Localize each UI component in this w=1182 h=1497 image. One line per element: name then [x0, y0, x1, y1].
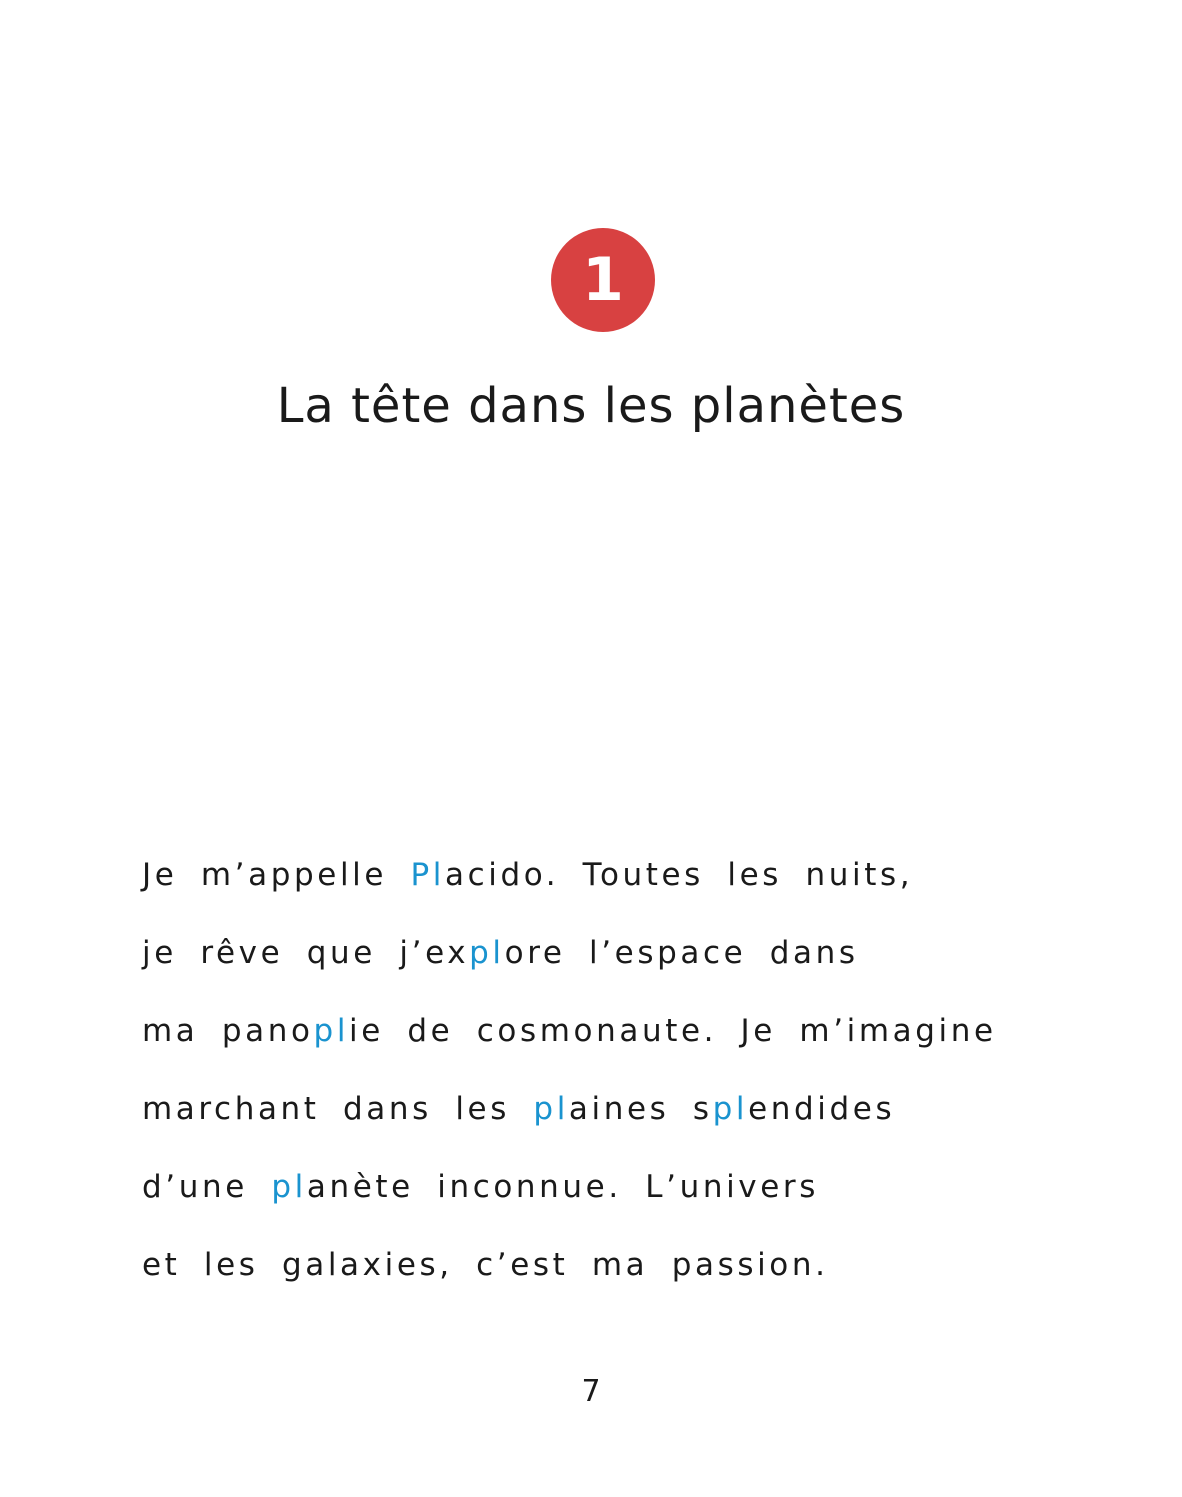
chapter-title: La tête dans les planètes	[276, 378, 906, 434]
story-text-segment: je rêve que j’ex	[142, 935, 470, 971]
highlighted-syllable: pl	[533, 1091, 569, 1127]
story-text-segment: ore l’espace dans	[504, 935, 859, 971]
story-text-segment: endides	[748, 1091, 896, 1127]
story-line	[142, 845, 1142, 923]
story-text-segment: acido. Toutes les nuits,	[445, 857, 914, 893]
story-text-segment: anète inconnue. L’univers	[306, 1169, 819, 1205]
story-text-segment: ie de cosmonaute. Je m’imagine	[349, 1013, 997, 1049]
story-text-segment: d’une	[142, 1169, 272, 1205]
story-text-segment: ma pano	[142, 1013, 314, 1049]
story-text-segment: marchant dans les	[142, 1091, 534, 1127]
story-text-segment: Je m’appelle	[142, 857, 411, 893]
story-line	[142, 1001, 1142, 1079]
highlighted-syllable: pl	[313, 1013, 350, 1049]
chapter-number: 1	[582, 245, 624, 315]
story-text-segment: aines s	[568, 1091, 713, 1127]
highlighted-syllable: pl	[712, 1091, 749, 1127]
story-text-segment: et les galaxies, c’est ma passion.	[142, 1247, 829, 1283]
story-line	[142, 1235, 1142, 1313]
chapter-number-badge	[551, 228, 655, 332]
story-line	[142, 1079, 1142, 1157]
page-number: 7	[581, 1374, 601, 1409]
highlighted-syllable: pl	[271, 1169, 307, 1205]
highlighted-syllable: pl	[469, 935, 505, 971]
story-line	[142, 1157, 1142, 1235]
story-text	[142, 845, 1142, 1313]
story-line	[142, 923, 1142, 1001]
highlighted-syllable: Pl	[410, 857, 446, 893]
